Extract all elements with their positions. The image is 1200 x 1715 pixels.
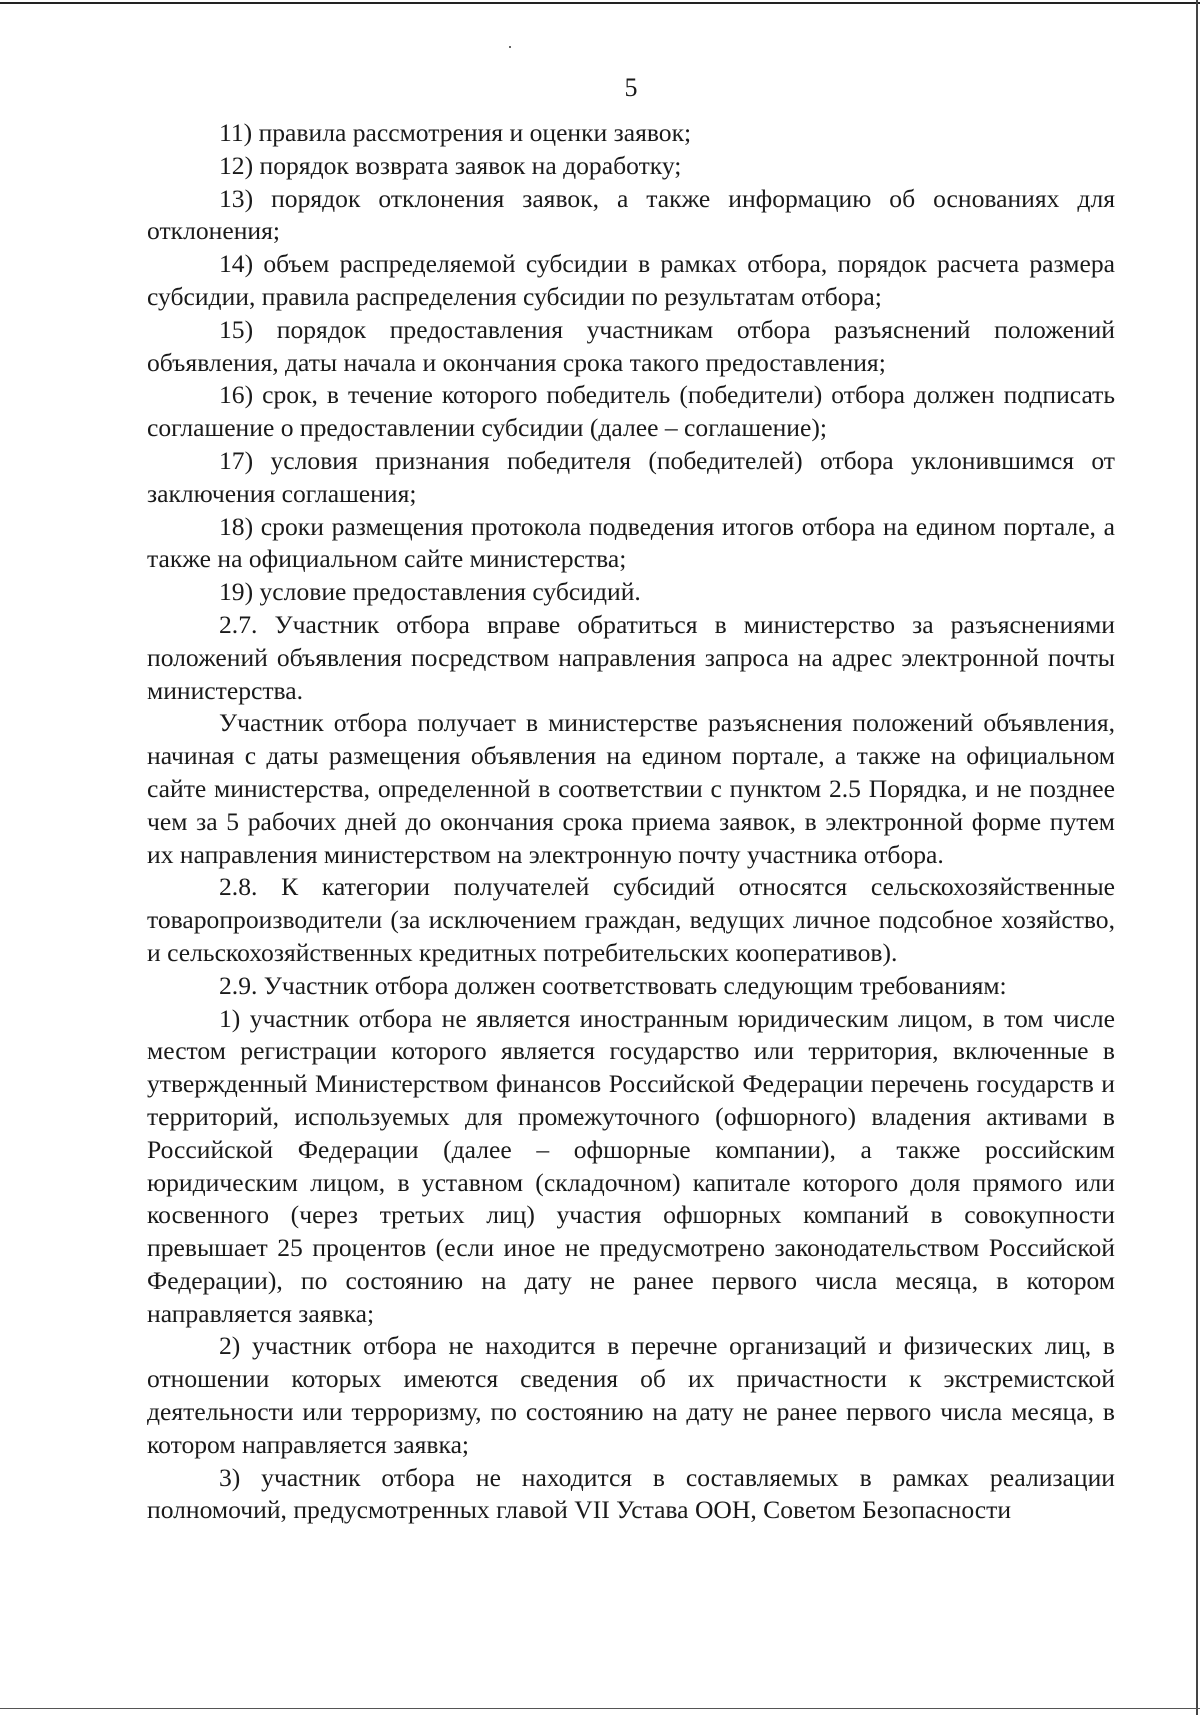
- paragraph-requirement-3: 3) участник отбора не находится в составляемых в рамках реализации полномочий, предусмотренных главой VII Устава ООН, Советом Безопасности: [147, 1462, 1115, 1525]
- scan-edge-right: [1196, 0, 1198, 1715]
- paragraph-item-19: 19) условие предоставления субсидий.: [219, 577, 641, 607]
- paragraph-requirement-1: 1) участник отбора не является иностранным юридическим лицом, в том числе местом регистрации которого является государство или территория, включенные в утвержденный Министерством финансов Российской Федерации перечень государств и территорий, используемых для промежуточного (офшорного) владения активами в Российской Федерации (далее – офшорные компании), а также российским юридическим лицом, в уставном (складочном) капитале которого доля прямого или косвенного (через третьих лиц) участия офшорных компаний в совокупности превышает 25 процентов (если иное не предусмотрено законодательством Российской Федерации), по состоянию на дату не ранее первого числа месяца, в котором направляется заявка;: [147, 1003, 1115, 1328]
- paragraph-item-14: 14) объем распределяемой субсидии в рамках отбора, порядок расчета размера субсидии, правила распределения субсидии по результатам отбора;: [147, 249, 1115, 311]
- page-number: 5: [624, 73, 638, 102]
- paragraph-item-12: 12) порядок возврата заявок на доработку;: [219, 150, 682, 180]
- paragraph-section-2-9: 2.9. Участник отбора должен соответствовать следующим требованиям:: [219, 970, 1007, 1000]
- paragraph-item-17: 17) условия признания победителя (победителей) отбора уклонившимся от заключения соглашения;: [147, 445, 1115, 508]
- paragraph-section-2-7: 2.7. Участник отбора вправе обратиться в министерство за разъяснениями положений объявления посредством направления запроса на адрес электронной почты министерства.: [147, 609, 1115, 705]
- paragraph-section-2-7-cont: Участник отбора получает в министерстве разъяснения положений объявления, начиная с даты размещения объявления на едином портале, а также на официальном сайте министерства, определенной в соответствии с пунктом 2.5 Порядка, и не позднее чем за 5 рабочих дней до окончания срока приема заявок, в электронной форме путем их направления министерством на электронную почту участника отбора.: [147, 708, 1115, 869]
- scan-edge-bottom: [0, 1708, 1200, 1709]
- paragraph-item-16: 16) срок, в течение которого победитель (победители) отбора должен подписать соглашение о предоставлении субсидии (далее – соглашение);: [147, 380, 1115, 443]
- paragraph-section-2-8: 2.8. К категории получателей субсидий относятся сельскохозяйственные товаропроизводители (за исключением граждан, ведущих личное подсобное хозяйство, и сельскохозяйственных кредитных потребительских кооперативов).: [147, 872, 1115, 967]
- paragraph-requirement-2: 2) участник отбора не находится в перечне организаций и физических лиц, в отношении которых имеются сведения об их причастности к экстремистской деятельности или терроризму, по состоянию на дату не ранее первого числа месяца, в котором направляется заявка;: [147, 1331, 1115, 1459]
- scan-edge-top: [0, 2, 1200, 4]
- paragraph-item-11: 11) правила рассмотрения и оценки заявок;: [219, 118, 692, 147]
- paragraph-item-15: 15) порядок предоставления участникам отбора разъяснений положений объявления, даты начала и окончания срока такого предоставления;: [147, 314, 1115, 377]
- paragraph-item-18: 18) сроки размещения протокола подведения итогов отбора на едином портале, а также на официальном сайте министерства;: [147, 511, 1115, 574]
- paragraph-item-13: 13) порядок отклонения заявок, а также информацию об основаниях для отклонения;: [147, 183, 1115, 246]
- document-body: [147, 117, 1115, 1527]
- scan-speck: [509, 46, 511, 48]
